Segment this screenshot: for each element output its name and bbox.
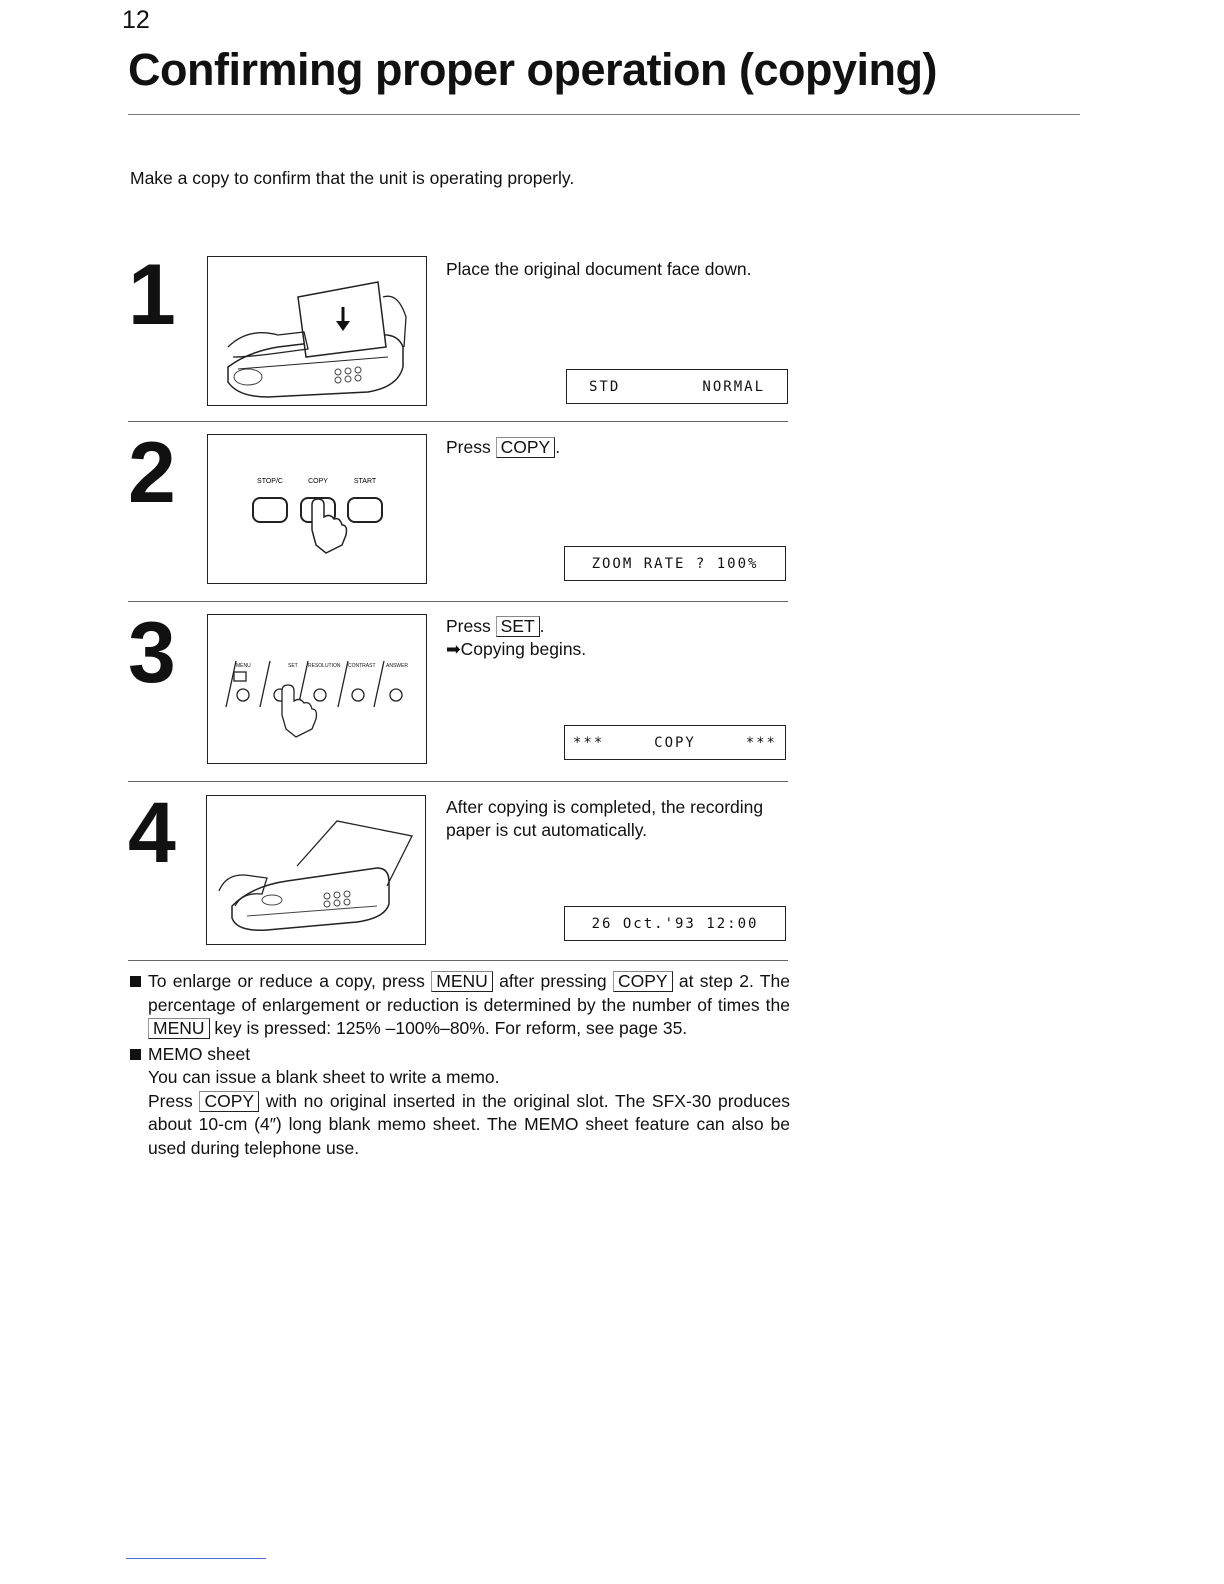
step-1-lcd-display — [566, 369, 788, 404]
step-divider — [128, 421, 788, 422]
lcd-text-center: COPY — [654, 734, 696, 751]
step-3-result: ➡Copying begins. — [446, 639, 587, 659]
step-2-number: 2 — [128, 425, 176, 521]
step-divider — [128, 781, 788, 782]
menu-key: MENU — [148, 1018, 210, 1039]
intro-text: Make a copy to confirm that the unit is operating properly. — [130, 168, 575, 188]
copy-key: COPY — [496, 437, 556, 458]
fax-output-paper-illustration — [207, 796, 425, 944]
step-3-text: Press SET . ➡Copying begins. — [446, 616, 587, 659]
svg-text:CONTRAST: CONTRAST — [348, 663, 376, 669]
step-divider — [128, 960, 788, 961]
lcd-text-left: STD — [589, 378, 621, 395]
footer-rule — [126, 1558, 266, 1559]
step-3-illustration — [207, 614, 427, 764]
step-divider — [128, 601, 788, 602]
step-1-text: Place the original document face down. — [446, 259, 752, 279]
step-4-number: 4 — [128, 785, 176, 881]
svg-text:SET: SET — [288, 663, 298, 669]
illus-label-start: START — [353, 478, 377, 485]
step-2-lcd-display — [564, 546, 786, 581]
lcd-text-right: NORMAL — [702, 378, 765, 395]
step-2-text: Press COPY . — [446, 437, 561, 457]
fax-insert-document-illustration — [208, 257, 426, 405]
illus-label-copy: COPY — [308, 478, 328, 485]
illus-label-stop: STOP/C — [257, 478, 283, 485]
set-key: SET — [496, 616, 540, 637]
page-title: Confirming proper operation (copying) — [128, 44, 937, 95]
page-number: 12 — [122, 6, 150, 34]
bullet-square-icon — [130, 1049, 141, 1060]
note-memo-sheet: MEMO sheet You can issue a blank sheet to write a memo. Press COPY with no original inserted in the original slot. The SFX-30 produces about 10-cm (4″) long blank memo sheet. The MEMO sheet feature can also be used during telephone use. — [130, 1043, 790, 1161]
copy-key: COPY — [613, 971, 673, 992]
step-1-number: 1 — [128, 247, 176, 343]
notes-section — [130, 970, 790, 1160]
bullet-square-icon — [130, 976, 141, 987]
lcd-text: 26 Oct.'93 12:00 — [591, 915, 759, 932]
menu-key: MENU — [431, 971, 493, 992]
step-4-illustration — [206, 795, 426, 945]
step-4-text: After copying is completed, the recording paper is cut automatically. — [446, 797, 764, 840]
set-button-press-illustration — [208, 615, 426, 763]
copy-key: COPY — [199, 1091, 259, 1112]
svg-text:MENU: MENU — [236, 663, 251, 669]
step-4-lcd-display — [564, 906, 786, 941]
step-1-illustration — [207, 256, 427, 406]
lcd-text: ZOOM RATE ? 100% — [591, 555, 759, 572]
svg-text:RESOLUTION: RESOLUTION — [308, 663, 341, 669]
memo-line1: You can issue a blank sheet to write a memo. — [148, 1067, 500, 1087]
step-3-number: 3 — [128, 605, 176, 701]
title-divider — [128, 114, 1080, 115]
step-2-illustration — [207, 434, 427, 584]
lcd-text-right: *** — [745, 734, 777, 751]
step-3-lcd-display — [564, 725, 786, 760]
copy-button-press-illustration — [208, 435, 426, 583]
lcd-text-left: *** — [573, 734, 605, 751]
memo-heading: MEMO sheet — [148, 1043, 251, 1064]
svg-text:ANSWER: ANSWER — [386, 663, 408, 669]
note-enlarge-reduce: To enlarge or reduce a copy, press MENU after pressing COPY at step 2. The percentage of enlargement or reduction is determined by the number of times the MENU key is pressed: 125% –100%–80%. For reform, see page 35. — [130, 970, 790, 1041]
